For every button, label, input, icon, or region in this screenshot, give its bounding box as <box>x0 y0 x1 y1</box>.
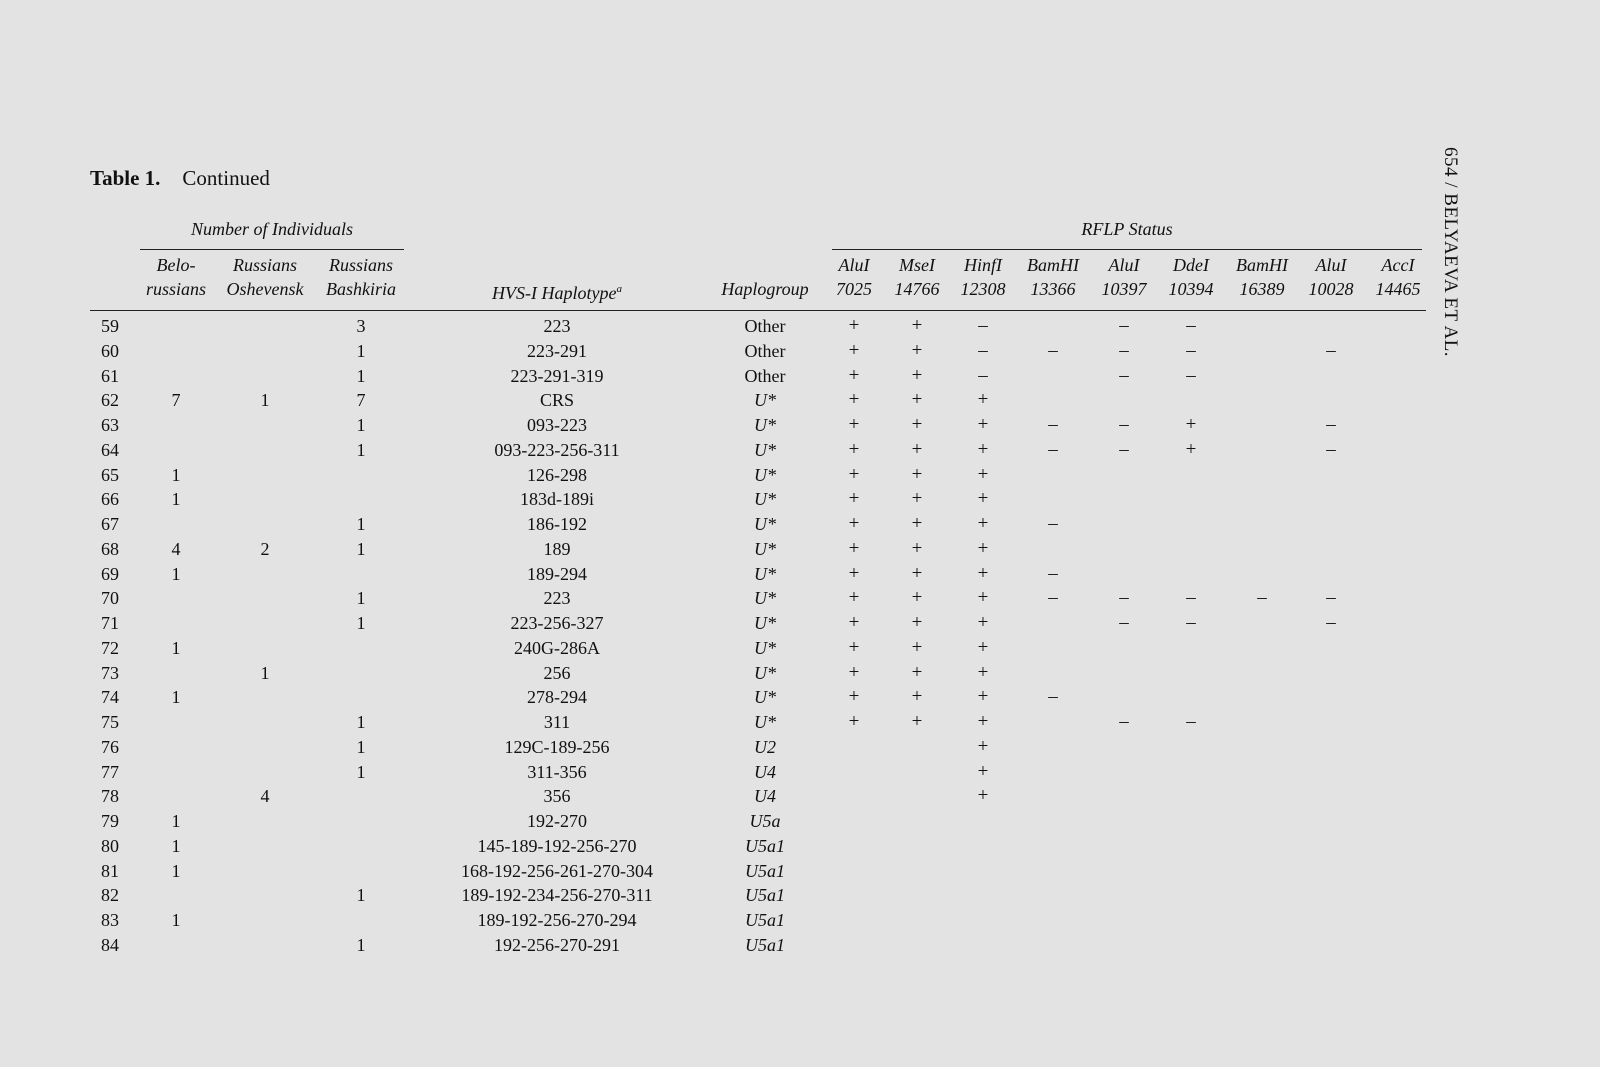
table-row <box>0 586 1600 611</box>
running-head-text: 654 / BELYAEVA ET AL. <box>1440 147 1461 358</box>
cell-hinfi-12308: + <box>977 438 989 460</box>
cell-alui-7025: + <box>848 587 860 609</box>
column-header-line: MseI <box>899 255 935 275</box>
table-row <box>0 487 1600 512</box>
cell-hvs-i-haplotype: 256 <box>543 662 571 683</box>
cell-alui-7025: + <box>848 661 860 683</box>
cell-msei-14766: + <box>911 438 923 460</box>
column-header-line: DdeI <box>1173 255 1209 275</box>
cell-alui-10028: – <box>1326 339 1336 361</box>
cell-russians-bashkiria: 1 <box>356 415 366 435</box>
cell-alui-10397: – <box>1119 612 1129 633</box>
cell-russians-bashkiria: 1 <box>356 761 366 782</box>
cell-row-number: 82 <box>101 885 119 906</box>
column-header-line: BamHI <box>1027 255 1079 275</box>
cell-belorussians: 4 <box>171 538 181 559</box>
cell-row-number: 72 <box>101 637 119 658</box>
table-row <box>0 685 1600 710</box>
cell-russians-bashkiria: 1 <box>356 934 366 955</box>
cell-msei-14766: + <box>911 389 923 411</box>
cell-russians-bashkiria: 1 <box>356 538 366 559</box>
column-header-line: AccI <box>1381 255 1415 275</box>
cell-hvs-i-haplotype: 189-192-256-270-294 <box>477 910 637 930</box>
cell-haplogroup: U* <box>754 439 776 460</box>
cell-russians-oshevensk: 1 <box>260 390 270 411</box>
cell-bamhi-13366: – <box>1048 686 1058 708</box>
column-header-line: 12308 <box>960 279 1006 299</box>
cell-bamhi-13366: – <box>1048 339 1058 361</box>
cell-msei-14766: + <box>911 612 923 633</box>
cell-hvs-i-haplotype: 278-294 <box>527 687 587 708</box>
cell-hinfi-12308: + <box>977 389 989 411</box>
cell-alui-7025: + <box>848 537 860 559</box>
cell-row-number: 70 <box>101 588 119 609</box>
cell-hvs-i-haplotype: 093-223-256-311 <box>494 439 620 460</box>
cell-msei-14766: + <box>911 587 923 609</box>
table-row <box>0 339 1600 364</box>
cell-row-number: 59 <box>101 316 119 336</box>
column-header-text: HVS-I Haplotype <box>492 283 617 303</box>
cell-row-number: 75 <box>101 712 119 732</box>
table-row <box>0 908 1600 933</box>
column-header-line: Haplogroup <box>721 279 809 299</box>
cell-msei-14766: + <box>911 339 923 361</box>
cell-haplogroup: U5a <box>749 811 781 831</box>
cell-haplogroup: Other <box>744 365 786 386</box>
cell-russians-oshevensk: 2 <box>260 538 270 559</box>
table-row <box>0 611 1600 636</box>
cell-belorussians: 1 <box>171 860 181 881</box>
table-row <box>0 413 1600 438</box>
cell-row-number: 80 <box>101 835 119 856</box>
cell-row-number: 62 <box>101 390 119 411</box>
cell-msei-14766: + <box>911 513 923 534</box>
cell-russians-bashkiria: 1 <box>356 588 366 609</box>
cell-hinfi-12308: + <box>977 711 989 732</box>
cell-hvs-i-haplotype: 311 <box>543 712 571 732</box>
cell-alui-7025: + <box>848 686 860 708</box>
group-rule-individuals <box>140 249 404 250</box>
cell-alui-7025: + <box>848 315 860 336</box>
cell-russians-bashkiria: 1 <box>356 340 366 361</box>
cell-hvs-i-haplotype: 223 <box>543 316 571 336</box>
cell-bamhi-13366: – <box>1048 513 1058 534</box>
cell-russians-bashkiria: 3 <box>356 316 366 336</box>
cell-ddei-10394: – <box>1186 587 1196 609</box>
cell-hinfi-12308: + <box>977 785 989 807</box>
cell-row-number: 68 <box>101 538 119 559</box>
cell-row-number: 78 <box>101 786 119 807</box>
table-row <box>0 562 1600 587</box>
table-row <box>0 512 1600 537</box>
cell-hvs-i-haplotype: 189 <box>543 538 571 559</box>
cell-hvs-i-haplotype: 240G-286A <box>514 637 600 658</box>
cell-msei-14766: + <box>911 414 923 435</box>
cell-haplogroup: U* <box>754 662 776 683</box>
cell-alui-7025: + <box>848 438 860 460</box>
cell-haplogroup: U* <box>754 464 776 485</box>
cell-haplogroup: U5a1 <box>745 934 785 955</box>
cell-msei-14766: + <box>911 463 923 485</box>
table-row <box>0 438 1600 463</box>
cell-haplogroup: U* <box>754 538 776 559</box>
cell-hvs-i-haplotype: 189-192-234-256-270-311 <box>461 885 653 906</box>
cell-alui-10397: – <box>1119 339 1129 361</box>
cell-russians-oshevensk: 4 <box>260 786 270 807</box>
cell-alui-7025: + <box>848 414 860 435</box>
table-row <box>0 463 1600 488</box>
cell-belorussians: 1 <box>171 489 181 510</box>
group-rule-rflp <box>832 249 1422 250</box>
cell-hvs-i-haplotype: 129C-189-256 <box>504 736 610 757</box>
cell-msei-14766: + <box>911 488 923 510</box>
cell-haplogroup: U* <box>754 712 776 732</box>
cell-hvs-i-haplotype: CRS <box>539 390 575 411</box>
cell-hinfi-12308: + <box>977 513 989 534</box>
cell-belorussians: 1 <box>171 637 181 658</box>
cell-hinfi-12308: + <box>977 562 989 584</box>
cell-haplogroup: Other <box>744 316 786 336</box>
column-header-line: AluI <box>1315 255 1347 275</box>
table-caption-label: Table 1. <box>90 166 161 190</box>
cell-alui-10397: – <box>1119 711 1129 732</box>
table-row <box>0 388 1600 413</box>
cell-alui-7025: + <box>848 513 860 534</box>
header-rule <box>90 310 1426 311</box>
group-header-individuals: Number of Individuals <box>191 219 353 239</box>
cell-row-number: 73 <box>101 662 119 683</box>
cell-hvs-i-haplotype: 223-291 <box>527 340 587 361</box>
cell-row-number: 60 <box>101 340 119 361</box>
cell-belorussians: 1 <box>171 687 181 708</box>
cell-hvs-i-haplotype: 189-294 <box>527 563 587 584</box>
cell-alui-10397: – <box>1119 587 1129 609</box>
cell-belorussians: 1 <box>171 464 181 485</box>
column-header-line: 10397 <box>1101 279 1147 299</box>
cell-alui-10028: – <box>1326 438 1336 460</box>
cell-row-number: 76 <box>101 736 119 757</box>
column-header-line: Russians <box>328 255 393 275</box>
cell-row-number: 83 <box>101 910 119 930</box>
cell-row-number: 77 <box>101 761 119 782</box>
cell-haplogroup: U4 <box>754 761 776 782</box>
column-header-line: 16389 <box>1239 279 1285 299</box>
table-row <box>0 710 1600 735</box>
cell-hinfi-12308: – <box>978 339 988 361</box>
cell-alui-10028: – <box>1326 587 1336 609</box>
cell-msei-14766: + <box>911 686 923 708</box>
cell-msei-14766: + <box>911 636 923 658</box>
table-row <box>0 735 1600 760</box>
cell-alui-7025: + <box>848 364 860 386</box>
cell-hinfi-12308: + <box>977 760 989 782</box>
cell-alui-7025: + <box>848 463 860 485</box>
table-row <box>0 933 1600 958</box>
cell-russians-bashkiria: 7 <box>356 390 366 411</box>
cell-haplogroup: U* <box>754 588 776 609</box>
cell-hinfi-12308: + <box>977 612 989 633</box>
cell-hvs-i-haplotype: 186-192 <box>527 514 587 534</box>
cell-belorussians: 7 <box>171 390 181 411</box>
cell-hinfi-12308: + <box>977 661 989 683</box>
cell-bamhi-16389: – <box>1257 587 1267 609</box>
cell-haplogroup: Other <box>744 340 786 361</box>
cell-alui-10028: – <box>1326 612 1336 633</box>
cell-row-number: 74 <box>101 687 119 708</box>
cell-alui-10397: – <box>1119 438 1129 460</box>
cell-msei-14766: + <box>911 364 923 386</box>
cell-haplogroup: U5a1 <box>745 835 785 856</box>
cell-alui-10028: – <box>1326 414 1336 435</box>
cell-row-number: 63 <box>101 415 119 435</box>
cell-row-number: 66 <box>101 489 119 510</box>
table-row <box>0 809 1600 834</box>
cell-ddei-10394: – <box>1186 364 1196 386</box>
cell-haplogroup: U* <box>754 687 776 708</box>
column-header-line: Bashkiria <box>326 279 396 299</box>
column-header-line: 14766 <box>894 279 940 299</box>
table-row <box>0 364 1600 389</box>
column-header-line: Russians <box>232 255 297 275</box>
cell-ddei-10394: + <box>1185 414 1197 435</box>
cell-hinfi-12308: – <box>978 315 988 336</box>
cell-haplogroup: U* <box>754 489 776 510</box>
cell-ddei-10394: – <box>1186 711 1196 732</box>
cell-haplogroup: U5a1 <box>745 910 785 930</box>
cell-row-number: 71 <box>101 613 119 633</box>
cell-alui-7025: + <box>848 389 860 411</box>
cell-russians-bashkiria: 1 <box>356 365 366 386</box>
cell-belorussians: 1 <box>171 811 181 831</box>
cell-alui-10397: – <box>1119 364 1129 386</box>
table-row <box>0 314 1600 339</box>
column-header-line: russians <box>145 279 207 299</box>
column-header-acci-14465 <box>1323 253 1473 301</box>
cell-russians-bashkiria: 1 <box>356 885 366 906</box>
cell-russians-bashkiria: 1 <box>356 439 366 460</box>
table-row <box>0 784 1600 809</box>
column-header-line: 7025 <box>836 279 872 299</box>
table-caption-text: Continued <box>182 166 270 190</box>
cell-msei-14766: + <box>911 711 923 732</box>
cell-belorussians: 1 <box>171 563 181 584</box>
cell-hvs-i-haplotype: 311-356 <box>527 761 587 782</box>
cell-msei-14766: + <box>911 661 923 683</box>
group-header-rflp: RFLP Status <box>1081 219 1173 239</box>
cell-hinfi-12308: + <box>977 463 989 485</box>
cell-bamhi-13366: – <box>1048 438 1058 460</box>
cell-hvs-i-haplotype: 093-223 <box>527 415 587 435</box>
cell-hinfi-12308: + <box>977 636 989 658</box>
cell-ddei-10394: – <box>1186 339 1196 361</box>
cell-alui-7025: + <box>848 562 860 584</box>
cell-haplogroup: U* <box>754 514 776 534</box>
cell-ddei-10394: – <box>1186 612 1196 633</box>
cell-row-number: 79 <box>101 811 119 831</box>
cell-hinfi-12308: + <box>977 735 989 757</box>
cell-msei-14766: + <box>911 537 923 559</box>
column-header-line: AluI <box>1108 255 1140 275</box>
cell-alui-7025: + <box>848 488 860 510</box>
cell-msei-14766: + <box>911 315 923 336</box>
cell-haplogroup: U5a1 <box>745 860 785 881</box>
column-header-line: 14465 <box>1375 279 1421 299</box>
cell-bamhi-13366: – <box>1048 587 1058 609</box>
cell-hvs-i-haplotype: 223-256-327 <box>510 613 604 633</box>
cell-hinfi-12308: + <box>977 414 989 435</box>
cell-bamhi-13366: – <box>1048 562 1058 584</box>
cell-haplogroup: U* <box>754 637 776 658</box>
table-row <box>0 883 1600 908</box>
cell-hvs-i-haplotype: 192-270 <box>527 811 587 831</box>
cell-russians-bashkiria: 1 <box>356 514 366 534</box>
column-header-line: 10394 <box>1168 279 1214 299</box>
cell-russians-oshevensk: 1 <box>260 662 270 683</box>
column-header-line: 10028 <box>1308 279 1354 299</box>
table-row <box>0 859 1600 884</box>
cell-hvs-i-haplotype: 168-192-256-261-270-304 <box>461 860 653 881</box>
cell-alui-7025: + <box>848 339 860 361</box>
column-header-line <box>482 277 632 305</box>
cell-hinfi-12308: + <box>977 587 989 609</box>
cell-hinfi-12308: + <box>977 488 989 510</box>
cell-row-number: 67 <box>101 514 119 534</box>
column-header-line: BamHI <box>1236 255 1288 275</box>
cell-haplogroup: U5a1 <box>745 885 785 906</box>
footnote-marker: a <box>616 283 622 295</box>
cell-hvs-i-haplotype: 223-291-319 <box>510 365 604 386</box>
cell-hvs-i-haplotype: 126-298 <box>527 464 587 485</box>
cell-alui-7025: + <box>848 636 860 658</box>
cell-alui-7025: + <box>848 612 860 633</box>
cell-russians-bashkiria: 1 <box>356 712 366 732</box>
cell-hvs-i-haplotype: 223 <box>543 588 571 609</box>
cell-row-number: 69 <box>101 563 119 584</box>
cell-bamhi-13366: – <box>1048 414 1058 435</box>
cell-row-number: 84 <box>101 934 119 955</box>
cell-russians-bashkiria: 1 <box>356 736 366 757</box>
cell-hvs-i-haplotype: 183d-189i <box>520 489 594 510</box>
cell-row-number: 81 <box>101 860 119 881</box>
column-header-line: Oshevensk <box>226 279 304 299</box>
cell-russians-bashkiria: 1 <box>356 613 366 633</box>
column-header-line: AluI <box>838 255 870 275</box>
column-header-line: HinfI <box>964 255 1002 275</box>
column-header-hvs-i-haplotype <box>482 277 632 305</box>
cell-haplogroup: U2 <box>754 736 776 757</box>
cell-alui-10397: – <box>1119 414 1129 435</box>
table-row <box>0 760 1600 785</box>
cell-hinfi-12308: + <box>977 686 989 708</box>
cell-haplogroup: U4 <box>754 786 776 807</box>
cell-msei-14766: + <box>911 562 923 584</box>
column-header-line: Belo- <box>156 255 196 275</box>
cell-alui-10397: – <box>1119 315 1129 336</box>
table-row <box>0 834 1600 859</box>
table-row <box>0 636 1600 661</box>
cell-row-number: 64 <box>101 439 119 460</box>
column-header-line: 13366 <box>1030 279 1076 299</box>
cell-row-number: 65 <box>101 464 119 485</box>
cell-alui-7025: + <box>848 711 860 732</box>
table-caption <box>90 166 270 191</box>
cell-haplogroup: U* <box>754 415 776 435</box>
cell-hvs-i-haplotype: 145-189-192-256-270 <box>477 835 637 856</box>
cell-belorussians: 1 <box>171 835 181 856</box>
cell-haplogroup: U* <box>754 390 776 411</box>
table-row <box>0 661 1600 686</box>
table-row <box>0 537 1600 562</box>
cell-hinfi-12308: – <box>978 364 988 386</box>
cell-belorussians: 1 <box>171 910 181 930</box>
cell-hvs-i-haplotype: 192-256-270-291 <box>494 934 620 955</box>
cell-hvs-i-haplotype: 356 <box>543 786 571 807</box>
cell-row-number: 61 <box>101 365 119 386</box>
cell-ddei-10394: + <box>1185 438 1197 460</box>
cell-haplogroup: U* <box>754 563 776 584</box>
column-header-russians-bashkiria <box>286 253 436 301</box>
cell-ddei-10394: – <box>1186 315 1196 336</box>
cell-hinfi-12308: + <box>977 537 989 559</box>
cell-haplogroup: U* <box>754 613 776 633</box>
